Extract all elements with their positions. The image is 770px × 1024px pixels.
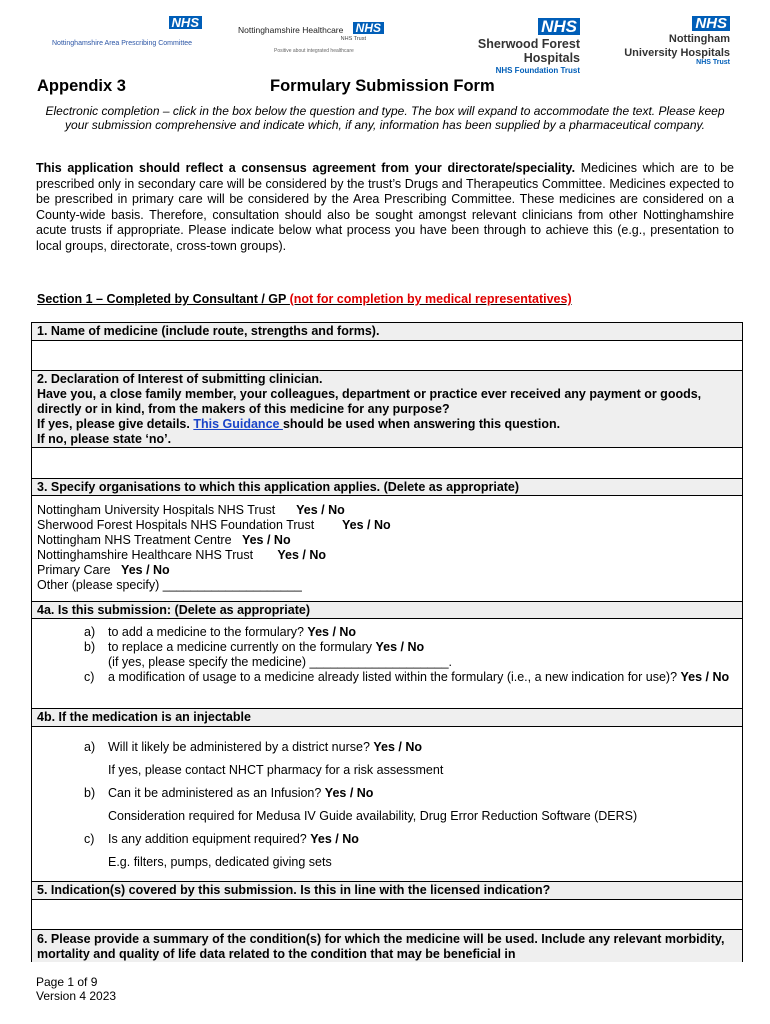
org-other: Other (please specify) ____________________: [37, 578, 302, 592]
list-item: a) to add a medicine to the formulary? Yes / No: [84, 625, 357, 639]
q4a-body[interactable]: [32, 618, 742, 708]
nhs-logo-icon: NHS: [169, 16, 202, 29]
version-label: Version 4 2023: [36, 989, 117, 1003]
q2-line-1: 2. Declaration of Interest of submitting clinician.: [37, 372, 323, 386]
list-item: a) Will it likely be administered by a district nurse? Yes / No If yes, please contact NHCT pharmacy for a risk assessment: [84, 740, 444, 777]
q1-answer-field[interactable]: [32, 340, 742, 370]
q1-heading: 1. Name of medicine (include route, strengths and forms).: [32, 322, 742, 340]
list-item: c) Is any addition equipment required? Yes / No E.g. filters, pumps, dedicated giving sets: [84, 832, 359, 869]
section-1-heading: [37, 292, 572, 306]
org-line: Primary Care Yes / No: [37, 563, 170, 577]
nuh-name-2: University Hospitals: [624, 47, 730, 59]
intro-paragraph: [36, 161, 734, 254]
section-1-label: Section 1 – Completed by Consultant / GP: [37, 292, 290, 306]
nhs-logo-icon: NHS: [692, 16, 730, 31]
apc-caption: Nottinghamshire Area Prescribing Committee: [52, 40, 193, 47]
q2-heading: [32, 370, 742, 447]
nuh-trust: NHS Trust: [696, 59, 730, 66]
q5-answer-field[interactable]: [32, 899, 742, 929]
q2-line-3a: If yes, please give details.: [37, 417, 194, 431]
org-line: Nottingham University Hospitals NHS Trust Yes / No: [37, 503, 345, 517]
q4b-heading: 4b. If the medication is an injectable: [32, 708, 742, 726]
q2-answer-field[interactable]: [32, 447, 742, 478]
q5-heading: 5. Indication(s) covered by this submission. Is this in line with the licensed indication?: [32, 881, 742, 899]
q4a-heading: 4a. Is this submission: (Delete as appropriate): [32, 601, 742, 618]
paragraph-text: Medicines which are to be prescribed only in secondary care will be considered by the trust’s Drugs and Therapeutics Committee. Medicines expected to be prescribed in primary care will be considered by the Area Prescribing Committee. These medicines are considered on a County-wide basis. Therefore, consultation should also be sought amongst relevant clinicians from other Nottinghamshire acute trusts if appropriate. Please indicate below what process you have been through to achieve this (e.g., presentation to local groups, directorate, cross-town groups).: [36, 161, 734, 253]
nuh-logo: [620, 16, 730, 66]
sherwood-name: Sherwood Forest Hospitals: [477, 37, 580, 65]
list-item: b) Can it be administered as an Infusion? Yes / No Consideration required for Medusa IV Guide availability, Drug Error Reduction Software (DERS): [84, 786, 638, 823]
q6-heading: 6. Please provide a summary of the condition(s) for which the medicine will be used. Include any relevant morbidity, mortality and quality of life data related to the condition that may be beneficial in: [32, 929, 742, 962]
intro-instructions: Electronic completion – click in the box below the question and type. The box will expand to accommodate the text. Please keep your submission comprehensive and indicate which, if any, information has been supplied by a pharmaceutical company.: [45, 104, 725, 132]
org-line: Sherwood Forest Hospitals NHS Foundation Trust Yes / No: [37, 518, 391, 532]
healthcare-logo: [238, 21, 390, 54]
sherwood-logo: [428, 18, 580, 75]
section-1-note: (not for completion by medical representatives): [289, 292, 572, 306]
healthcare-subtitle: Positive about integrated healthcare: [274, 48, 354, 54]
formulary-form: [31, 322, 743, 962]
q3-heading: 3. Specify organisations to which this application applies. (Delete as appropriate): [32, 478, 742, 495]
q2-line-2: Have you, a close family member, your colleagues, department or practice ever received any payment or goods, directly or in kind, from the makers of this medicine for any purpose?: [37, 387, 702, 416]
page-number: Page 1 of 9: [36, 975, 98, 989]
appendix-label: Appendix 3: [37, 77, 126, 95]
q2-line-3: [37, 417, 737, 432]
nhs-logo-icon: NHS: [353, 22, 384, 34]
sherwood-trust: NHS Foundation Trust: [495, 66, 580, 75]
apc-logo: [52, 16, 212, 47]
healthcare-name: Nottinghamshire Healthcare: [238, 25, 344, 35]
q4b-body[interactable]: [32, 726, 742, 881]
page-title: Formulary Submission Form: [270, 77, 495, 95]
paragraph-bold: This application should reflect a consensus agreement from your directorate/speciality.: [36, 161, 576, 175]
q2-line-3b: should be used when answering this question.: [282, 417, 561, 431]
org-line: Nottinghamshire Healthcare NHS Trust Yes / No: [37, 548, 327, 562]
list-item: c) a modification of usage to a medicine already listed within the formulary (i.e., a new indication for use)? Yes / No: [84, 670, 730, 684]
org-line: Nottingham NHS Treatment Centre Yes / No: [37, 533, 291, 547]
nhs-logo-icon: NHS: [538, 18, 580, 35]
healthcare-trust: NHS Trust: [340, 36, 366, 42]
q3-body[interactable]: [32, 495, 742, 596]
guidance-link[interactable]: This Guidance: [193, 417, 283, 431]
nuh-name-1: Nottingham: [668, 33, 730, 45]
q2-line-4: If no, please state ‘no’.: [37, 432, 172, 446]
page-footer: [36, 975, 116, 1003]
list-item: b) to replace a medicine currently on the formulary Yes / No (if yes, please specify the medicine) ____________________.: [84, 640, 452, 669]
